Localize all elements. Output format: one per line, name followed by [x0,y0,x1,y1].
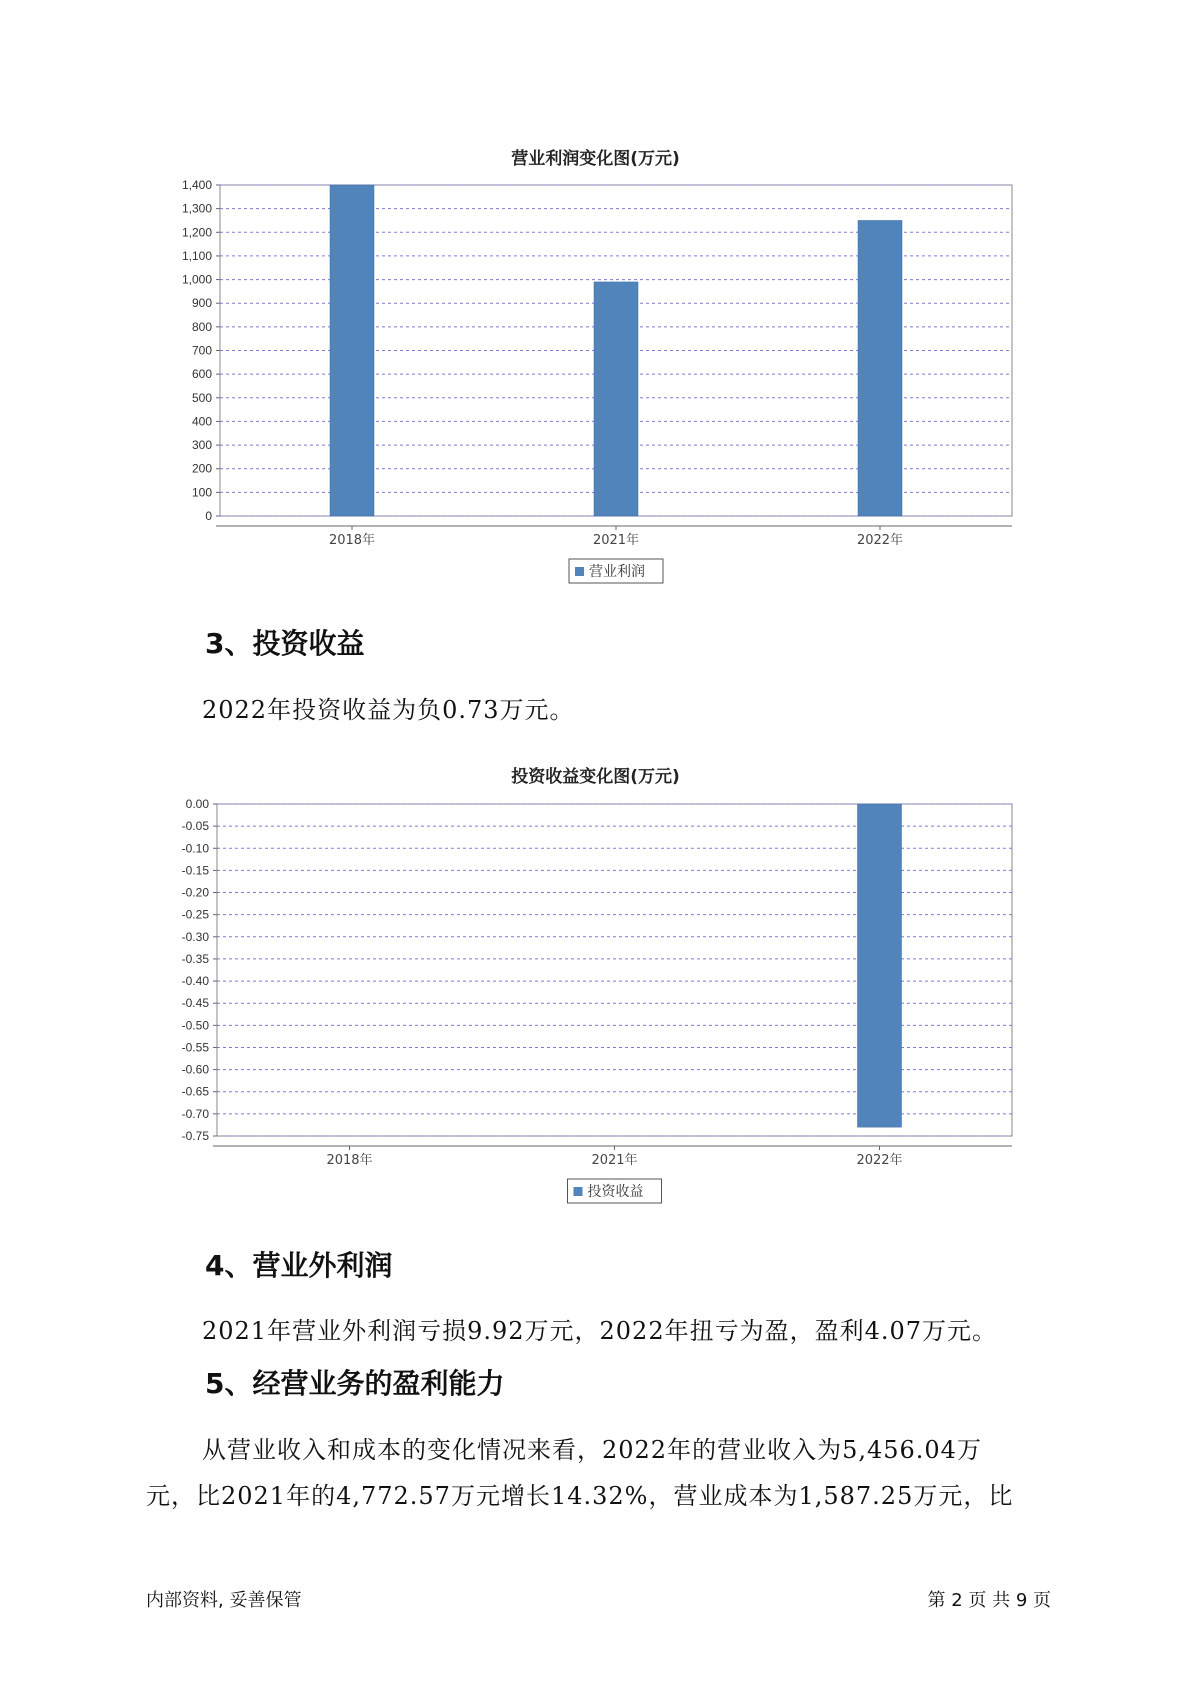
y-tick-label: 300 [191,438,212,453]
y-tick-label: 1,200 [181,225,212,240]
y-tick-label: 0.00 [185,797,209,811]
x-tick-label: 2018年 [326,1153,373,1168]
section-5-line1: 从营业收入和成本的变化情况来看，2022年的营业收入为5,456.04万 [202,1436,982,1464]
legend-swatch [574,1187,583,1196]
y-tick-label: -0.15 [181,863,209,878]
y-tick-label: -0.30 [181,929,209,944]
y-tick-label: 1,400 [181,178,212,192]
y-tick-label: -0.60 [181,1062,209,1077]
section-3-text: 2022年投资收益为负0.73万元。 [202,696,575,724]
footer-note: 内部资料, 妥善保管 [146,1590,302,1611]
bar-2022年 [858,220,902,516]
section-4-heading: 4、营业外利润 [205,1249,393,1282]
y-tick-label: -0.45 [181,996,209,1011]
y-tick-label: 800 [191,319,212,334]
y-tick-label: -0.70 [181,1106,209,1121]
section-5-heading: 5、经营业务的盈利能力 [205,1367,505,1400]
section-4-text: 2021年营业外利润亏损9.92万元，2022年扭亏为盈，盈利4.07万元。 [202,1317,998,1345]
y-tick-label: 1,000 [181,272,212,287]
legend-swatch [575,567,584,576]
y-tick-label: -0.65 [181,1084,209,1099]
chart1-title: 营业利润变化图(万元) [511,149,680,169]
y-tick-label: -0.55 [181,1040,209,1055]
y-tick-label: 400 [191,414,212,429]
section-3-heading: 3、投资收益 [205,627,365,660]
y-tick-label: -0.40 [181,974,209,989]
y-tick-label: 100 [191,485,212,500]
operating-profit-chart [0,170,1191,590]
y-tick-label: 0 [205,509,212,523]
x-tick-label: 2022年 [856,1153,903,1168]
x-tick-label: 2021年 [591,1153,638,1168]
legend-label: 营业利润 [589,564,645,580]
y-tick-label: -0.20 [181,885,209,900]
y-tick-label: 1,300 [181,201,212,216]
bar-2021年 [594,282,638,516]
y-tick-label: 700 [191,343,212,358]
chart2-title: 投资收益变化图(万元) [511,767,680,787]
y-tick-label: 200 [191,461,212,476]
y-tick-label: 600 [191,367,212,382]
legend-label: 投资收益 [587,1184,644,1200]
y-tick-label: -0.10 [181,841,209,856]
y-tick-label: -0.25 [181,907,209,922]
y-tick-label: 500 [191,390,212,405]
y-tick-label: -0.75 [181,1129,209,1143]
y-tick-label: 900 [191,296,212,311]
x-tick-label: 2022年 [856,533,904,548]
y-tick-label: 1,100 [181,248,212,263]
page-number: 第 2 页 共 9 页 [927,1590,1051,1611]
section-5-line2: 元，比2021年的4,772.57万元增长14.32%，营业成本为1,587.25万元，比 [146,1482,1014,1510]
investment-income-chart [0,790,1191,1220]
y-tick-label: -0.35 [181,951,209,966]
y-tick-label: -0.05 [181,819,209,834]
bar-2018年 [330,185,374,516]
x-tick-label: 2018年 [328,533,376,548]
x-tick-label: 2021年 [592,533,640,548]
y-tick-label: -0.50 [181,1018,209,1033]
bar-2022年 [858,804,902,1127]
